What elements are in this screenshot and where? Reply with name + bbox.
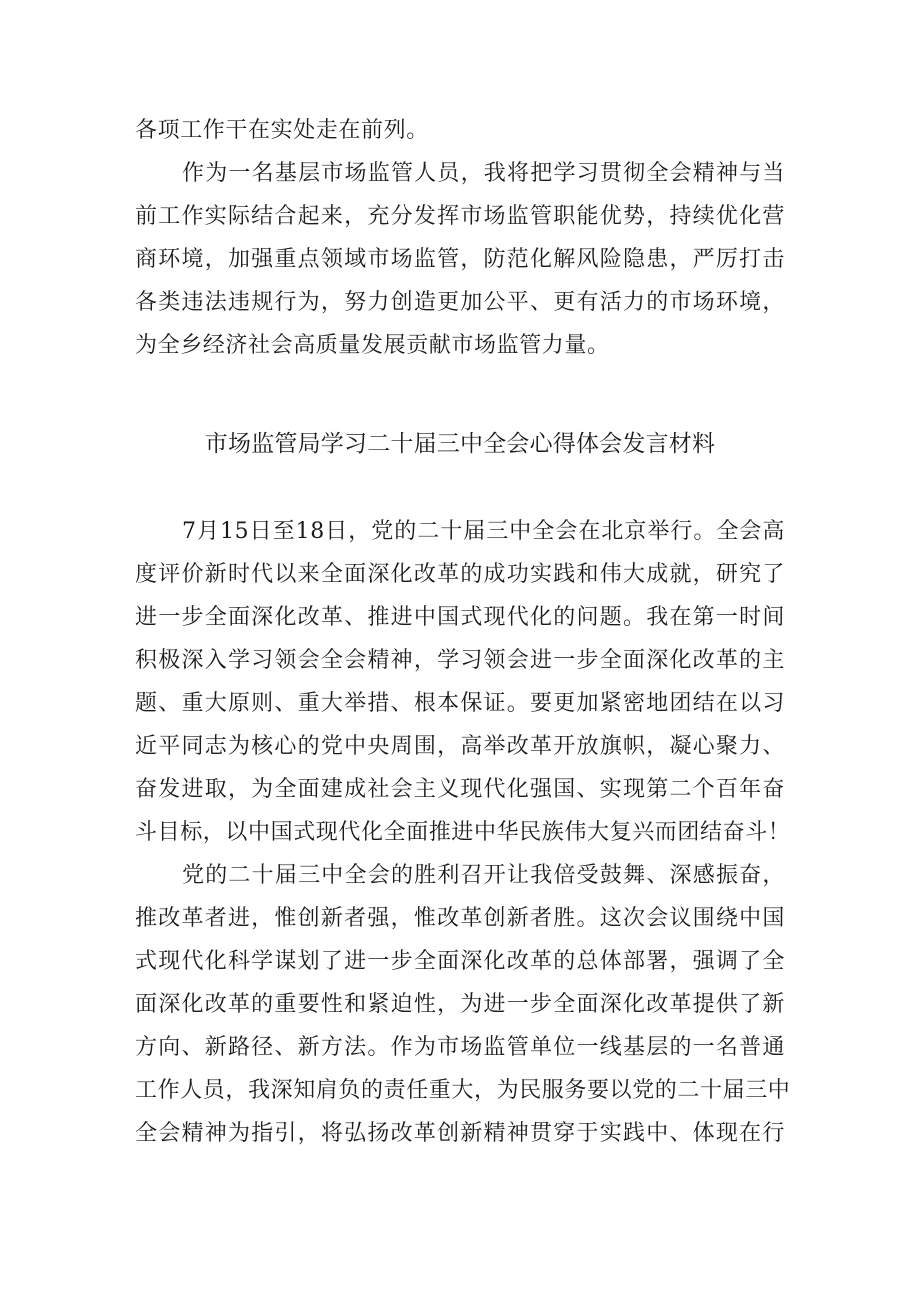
paragraph-line: 推改革者进，惟创新者强，惟改革创新者胜。这次会议围绕中国 (135, 906, 785, 931)
paragraph-line: 方向、新路径、新方法。作为市场监管单位一线基层的一名普通 (135, 1035, 785, 1060)
paragraph-line: 为全乡经济社会高质量发展贡献市场监管力量。 (135, 333, 610, 358)
paragraph-line: 全会精神为指引，将弘扬改革创新精神贯穿于实践中、体现在行 (135, 1121, 785, 1146)
paragraph-line: 7月15日至18日，党的二十届三中全会在北京举行。全会高 (182, 519, 785, 544)
paragraph-line: 式现代化科学谋划了进一步全面深化改革的总体部署，强调了全 (135, 949, 785, 974)
paragraph-line: 积极深入学习领会全会精神，学习领会进一步全面深化改革的主 (135, 648, 785, 673)
paragraph-line: 各项工作干在实处走在前列。 (135, 118, 429, 143)
paragraph-line: 党的二十届三中全会的胜利召开让我倍受鼓舞、深感振奋， (182, 863, 785, 888)
paragraph-line: 题、重大原则、重大举措、根本保证。要更加紧密地团结在以习 (135, 691, 785, 716)
paragraph-line: 作为一名基层市场监管人员，我将把学习贯彻全会精神与当 (182, 161, 785, 186)
paragraph-line: 进一步全面深化改革、推进中国式现代化的问题。我在第一时间 (135, 605, 785, 630)
paragraph-line: 商环境，加强重点领域市场监管，防范化解风险隐患，严厉打击 (135, 247, 785, 272)
paragraph-line: 近平同志为核心的党中央周围，高举改革开放旗帜，凝心聚力、 (135, 734, 785, 759)
paragraph-line: 各类违法违规行为，努力创造更加公平、更有活力的市场环境， (135, 290, 785, 315)
paragraph-line: 前工作实际结合起来，充分发挥市场监管职能优势，持续优化营 (135, 204, 785, 229)
paragraph-line: 斗目标，以中国式现代化全面推进中华民族伟大复兴而团结奋斗！ (135, 820, 791, 845)
paragraph-line: 奋发进取，为全面建成社会主义现代化强国、实现第二个百年奋 (135, 777, 785, 802)
paragraph-line: 度评价新时代以来全面深化改革的成功实践和伟大成就，研究了 (135, 562, 785, 587)
article-title: 市场监管局学习二十届三中全会心得体会发言材料 (204, 431, 716, 457)
paragraph-line: 工作人员，我深知肩负的责任重大，为民服务要以党的二十届三中 (135, 1078, 791, 1103)
paragraph-line: 面深化改革的重要性和紧迫性，为进一步全面深化改革提供了新 (135, 992, 785, 1017)
